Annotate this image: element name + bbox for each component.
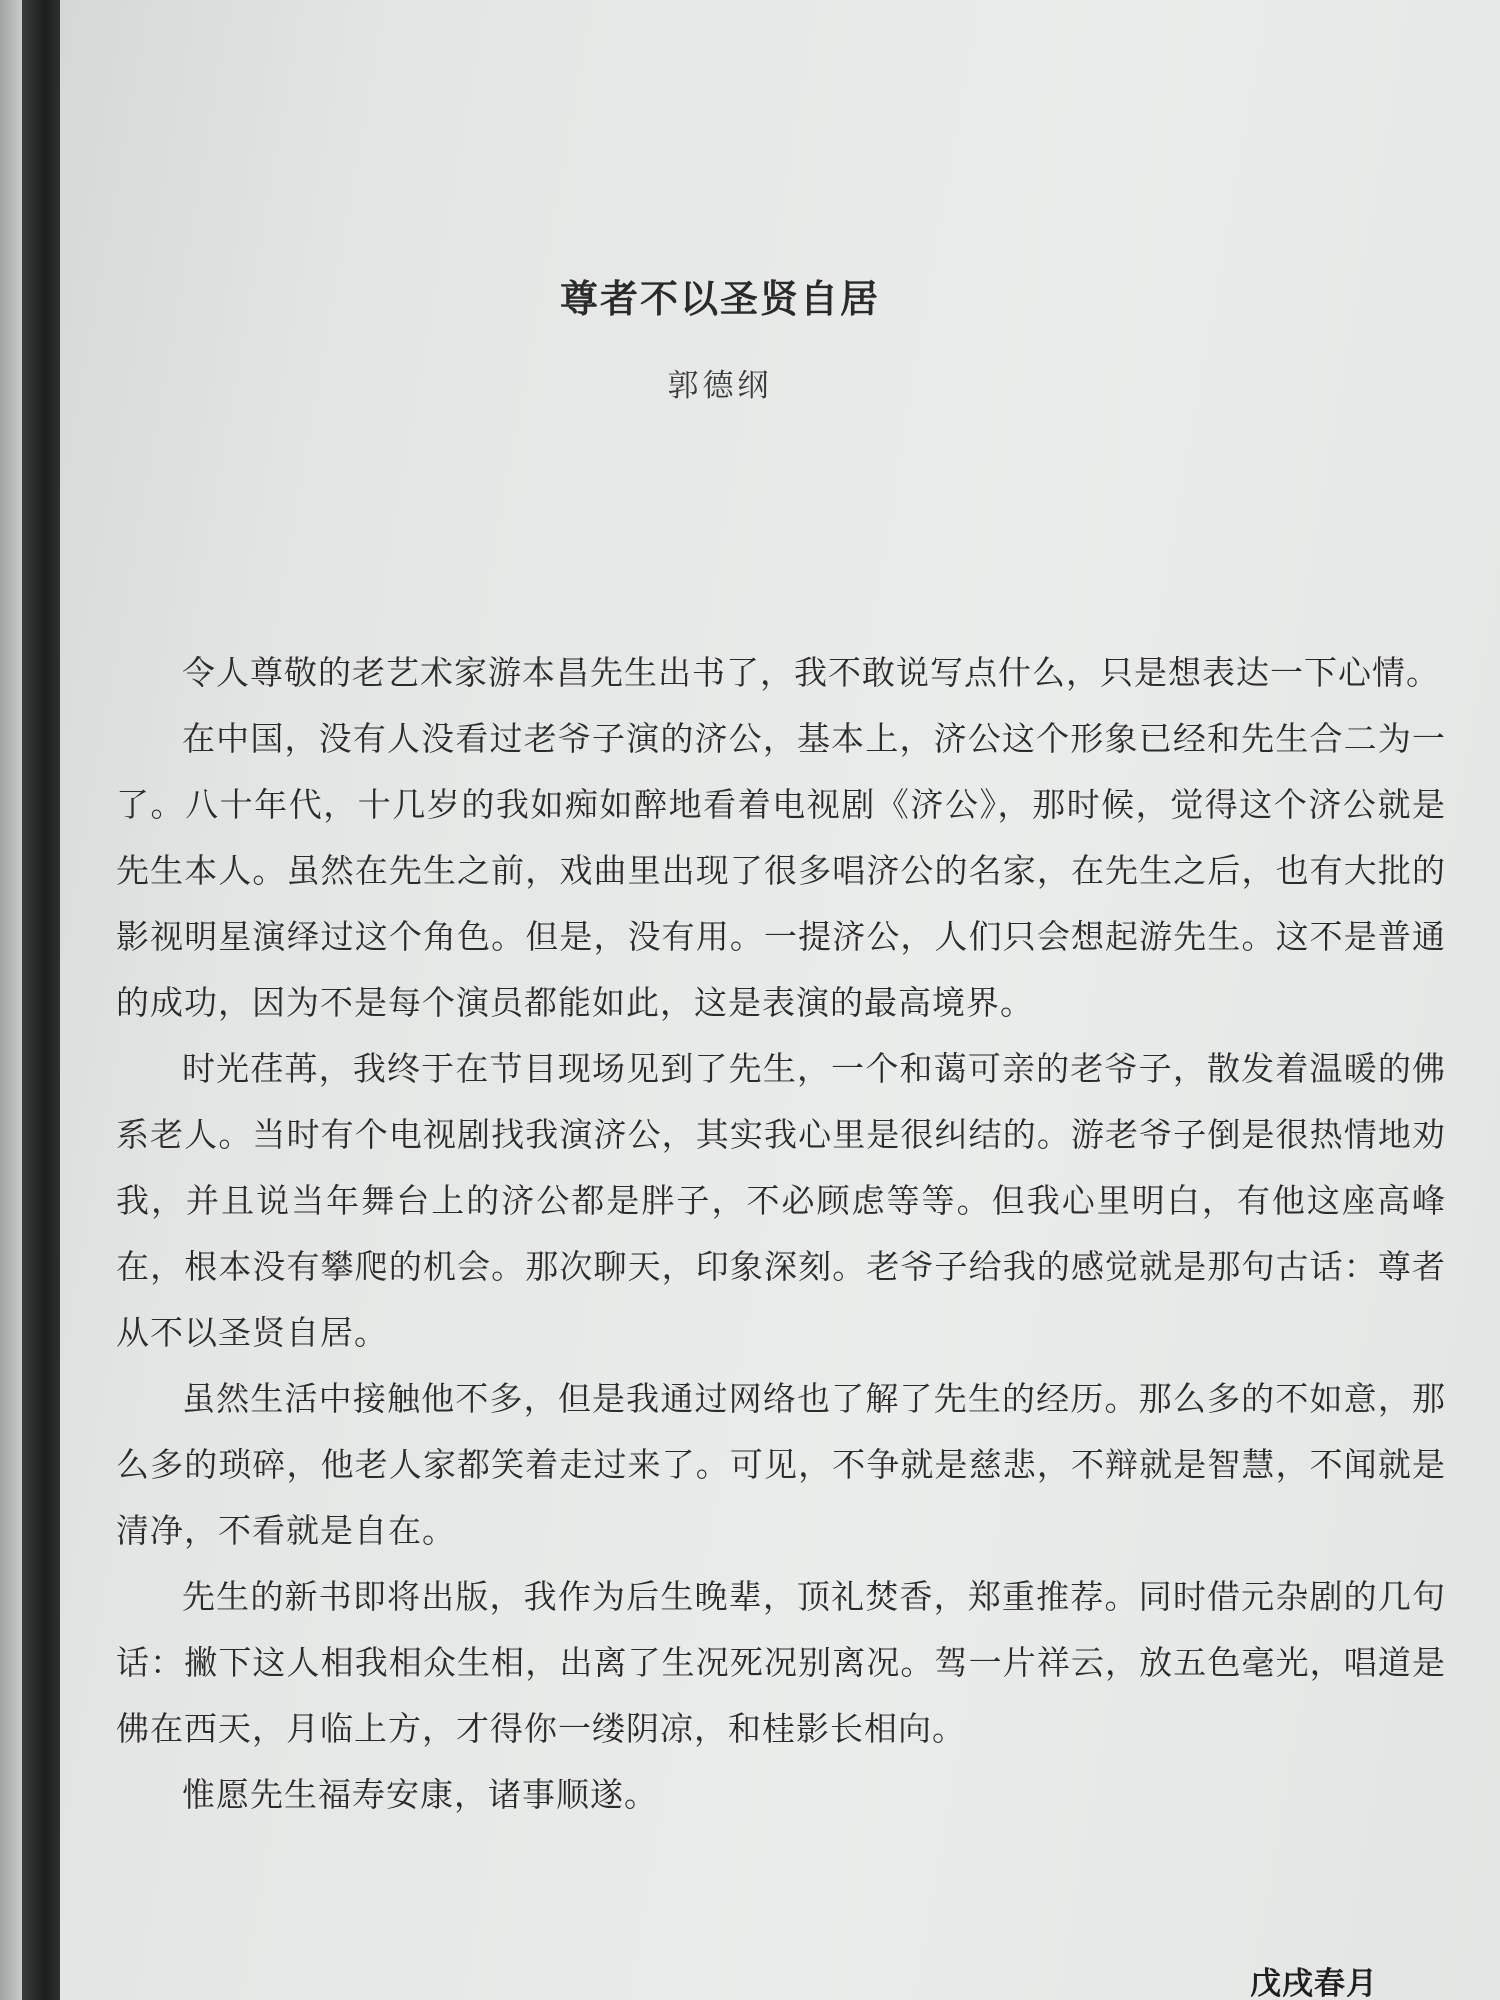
paragraph: 令人尊敬的老艺术家游本昌先生出书了，我不敢说写点什么，只是想表达一下心情。 bbox=[182, 653, 1440, 692]
page-title: 尊者不以圣贤自居 bbox=[559, 276, 880, 321]
book-spine bbox=[22, 0, 60, 2000]
paragraph: 时光荏苒，我终于在节目现场见到了先生，一个和蔼可亲的老爷子，散发着温暖的佛系老人。当时有个电视剧找我演济公，其实我心里是很纠结的。游老爷子倒是很热情地劝我，并且说当年舞台上的济公都是胖子，不必顾虑等等。但我心里明白，有他这座高峰在，根本没有攀爬的机会。那次聊天，印象深刻。老爷子给我的感觉就是那句古话：尊者从不以圣贤自居。 bbox=[116, 1049, 1446, 1352]
paragraph: 虽然生活中接触他不多，但是我通过网络也了解了先生的经历。那么多的不如意，那么多的琐碎，他老人家都笑着走过来了。可见，不争就是慈悲，不辩就是智慧，不闻就是清净，不看就是自在。 bbox=[116, 1379, 1446, 1550]
paragraph: 惟愿先生福寿安康，诸事顺遂。 bbox=[182, 1775, 658, 1814]
signature-date: 戊戌春月 bbox=[1250, 1966, 1378, 2000]
paragraph: 在中国，没有人没看过老爷子演的济公，基本上，济公这个形象已经和先生合二为一了。八十年代，十几岁的我如痴如醉地看着电视剧《济公》，那时候，觉得这个济公就是先生本人。虽然在先生之前，戏曲里出现了很多唱济公的名家，在先生之后，也有大批的影视明星演绎过这个角色。但是，没有用。一提济公，人们只会想起游先生。这不是普通的成功，因为不是每个演员都能如此，这是表演的最高境界。 bbox=[116, 719, 1446, 1022]
book-page bbox=[60, 0, 1500, 2000]
paragraph: 先生的新书即将出版，我作为后生晚辈，顶礼焚香，郑重推荐。同时借元杂剧的几句话：撇下这人相我相众生相，出离了生况死况别离况。驾一片祥云，放五色毫光，唱道是佛在西天，月临上方，才得你一缕阴凉，和桂影长相向。 bbox=[116, 1577, 1446, 1748]
author-name: 郭德纲 bbox=[667, 368, 773, 404]
page-stack-edge bbox=[0, 0, 22, 2000]
body-text bbox=[116, 640, 1446, 1828]
